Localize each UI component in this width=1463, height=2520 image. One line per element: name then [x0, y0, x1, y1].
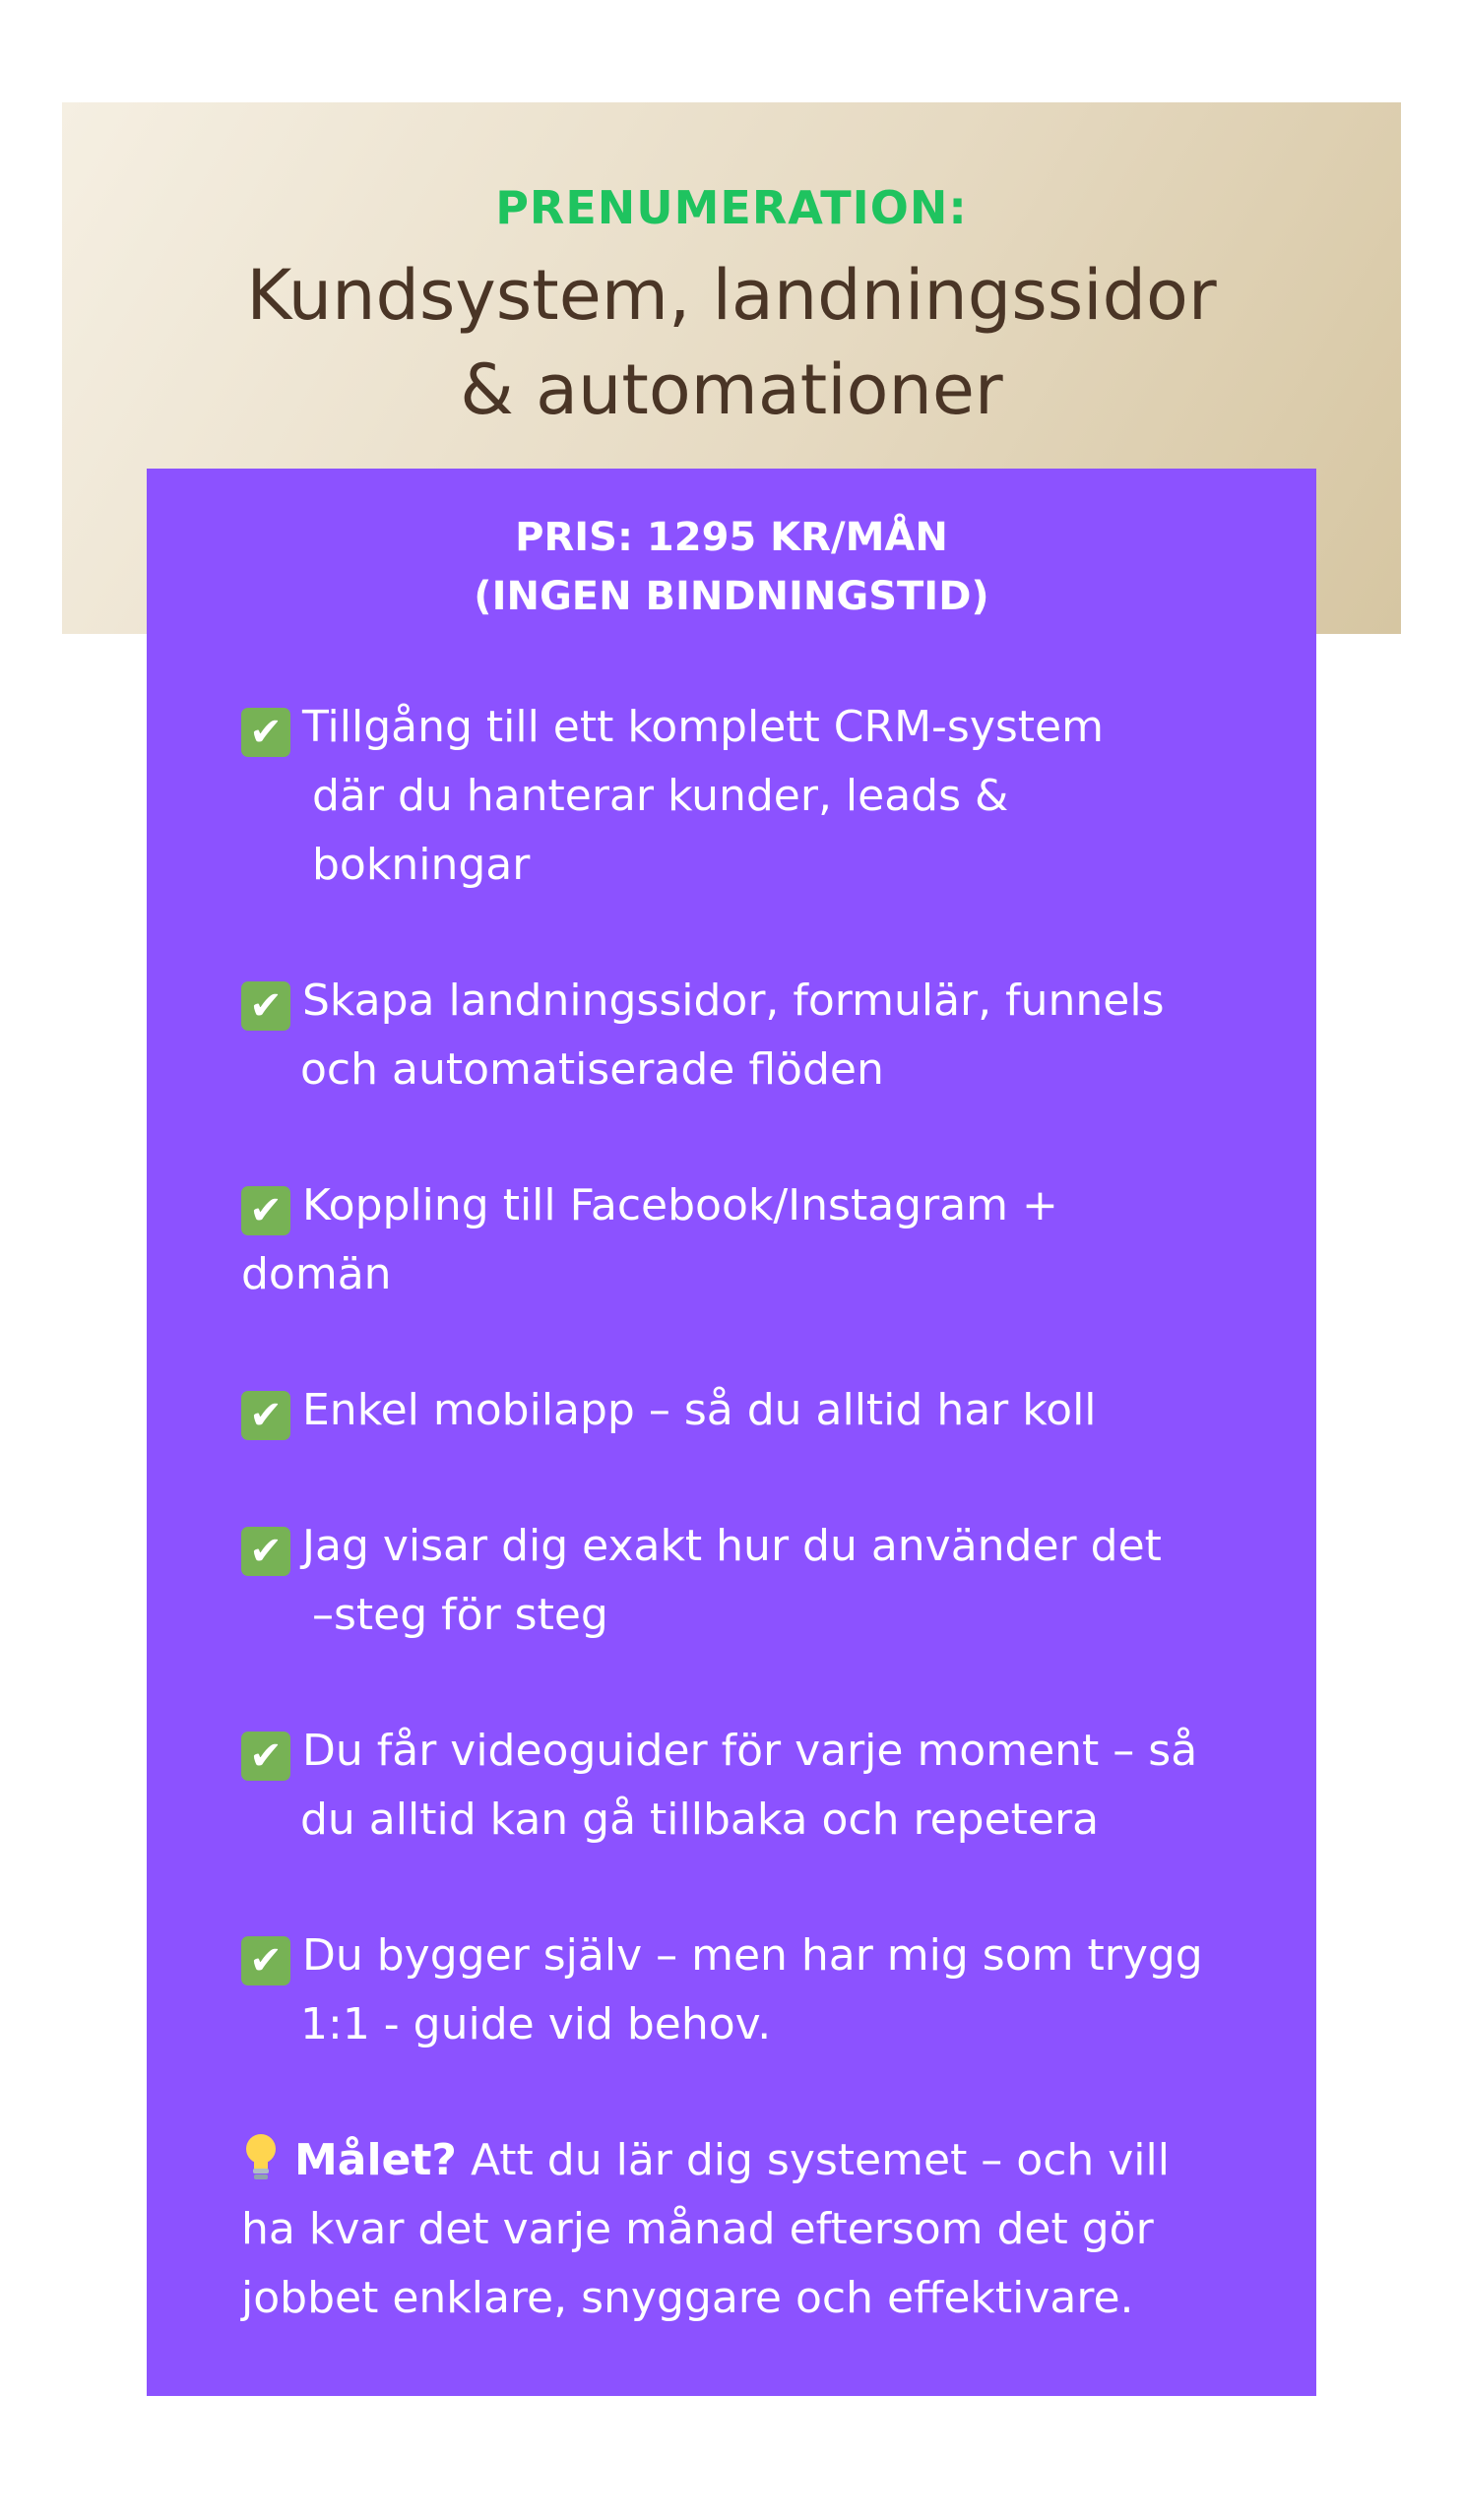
feature-item-video-guides: ✔ Du får videoguider för varje moment – så du alltid kan gå tillbaka och repetera [241, 1717, 1285, 1855]
subscription-kicker: PRENUMERATION: [495, 181, 968, 234]
feature-list [241, 693, 1285, 2400]
title-line-2: & automationer [460, 349, 1003, 430]
check-icon: ✔ [241, 1391, 290, 1440]
feature-item-integrations: ✔ Koppling till Facebook/Instagram + domän [241, 1180, 1058, 1299]
pricing-card [147, 469, 1316, 2396]
check-icon: ✔ [241, 981, 290, 1031]
check-icon: ✔ [241, 1527, 290, 1576]
feature-item-step-by-step: ✔ Jag visar dig exakt hur du använder det –steg för steg [241, 1512, 1285, 1650]
price-line: PRIS: 1295 KR/MÅN [515, 515, 948, 560]
check-icon: ✔ [241, 708, 290, 757]
feature-item-mobile-app: ✔ Enkel mobilapp – så du alltid har koll [241, 1376, 1285, 1445]
goal-statement: Målet? Att du lär dig systemet – och vill ha kvar det varje månad eftersom det gör jobbet enklare, snyggare och effektivare. [241, 2126, 1285, 2333]
check-icon: ✔ [241, 1732, 290, 1781]
check-icon: ✔ [241, 1186, 290, 1235]
price-block [147, 508, 1316, 626]
page-title [62, 248, 1401, 437]
feature-item-landing-pages: ✔ Skapa landningssidor, formulär, funnels och automatiserade flöden [241, 967, 1285, 1104]
feature-item-support: ✔ Du bygger själv – men har mig som trygg 1:1 - guide vid behov. [241, 1922, 1285, 2059]
binding-note: (INGEN BINDNINGSTID) [474, 574, 989, 619]
feature-item-crm: ✔ Tillgång till ett komplett CRM-system där du hanterar kunder, leads & bokningar [241, 693, 1285, 900]
lightbulb-icon [241, 2131, 281, 2182]
check-icon: ✔ [241, 1936, 290, 1985]
title-line-1: Kundsystem, landningssidor [246, 255, 1217, 336]
